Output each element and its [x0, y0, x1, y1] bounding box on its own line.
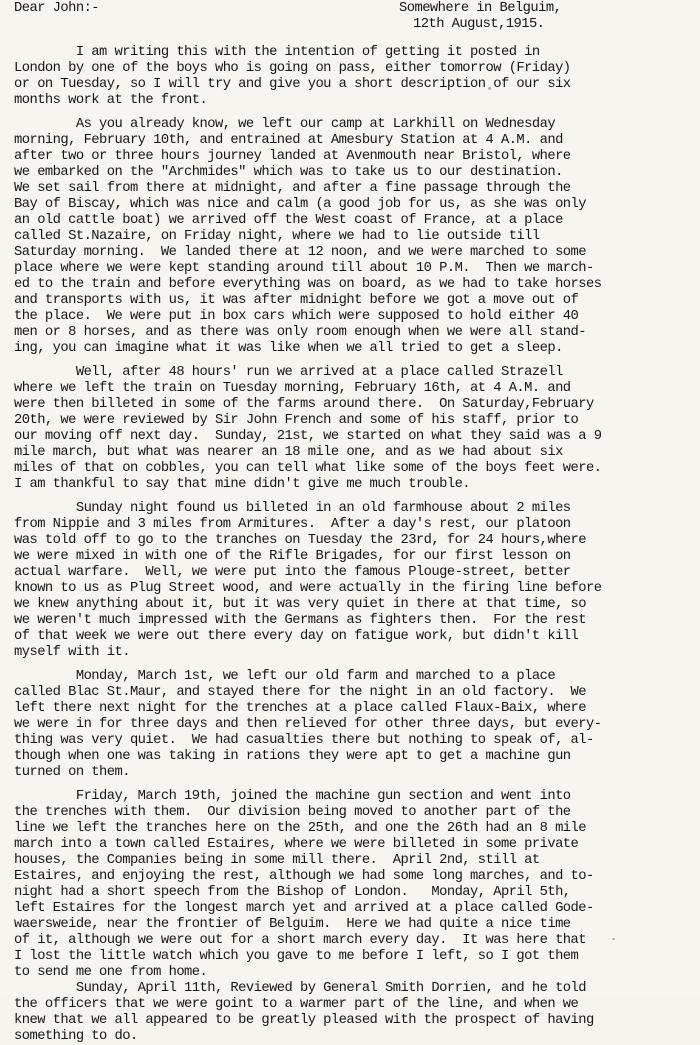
body-line: morning, February 10th, and entrained at Amesbury Station at 4 A.M. and [14, 133, 563, 148]
body-line: 20th, we were reviewed by Sir John French and some of his staff, prior to [14, 413, 579, 428]
body-line: Sunday, April 11th, Reviewed by General Smith Dorrien, and he told [14, 981, 586, 996]
body-line: I am thankful to say that mine didn't give me much trouble. [14, 477, 471, 492]
body-line: Estaires, and enjoying the rest, although we had some long marches, and to- [14, 869, 594, 884]
body-line: we knew anything about it, but it was very quiet in there at that time, so [14, 597, 586, 612]
body-line: we embarked on the "Archmides" which was to take us to our destination. [14, 165, 563, 180]
body-line: the trenches with them. Our division being moved to another part of the [14, 805, 571, 820]
body-line: the place. We were put in box cars which were supposed to hold either 40 [14, 309, 579, 324]
body-line: Saturday morning. We landed there at 12 noon, and we were marched to some [14, 245, 586, 260]
body-line: Monday, March 1st, we left our old farm and marched to a place [14, 669, 556, 684]
body-line: called Blac St.Maur, and stayed there for the night in an old factory. We [14, 685, 586, 700]
body-line: march into a town called Estaires, where we were billeted in some private [14, 837, 579, 852]
body-line: line we left the tranches here on the 25th, and one the 26th had an 8 mile [14, 821, 586, 836]
salutation: Dear John:- [14, 1, 100, 16]
body-line: place where we were kept standing around till about 10 P.M. Then we march- [14, 261, 594, 276]
body-line: I am writing this with the intention of getting it posted in [14, 45, 540, 60]
body-line: we were in for three days and then relieved for other three days, but every- [14, 717, 602, 732]
body-line: I lost the little watch which you gave to me before I left, so I got them [14, 949, 579, 964]
body-line: an old cattle boat) we arrived off the West coast of France, at a place [14, 213, 563, 228]
body-line: was told off to go to the tranches on Tuesday the 23rd, for 24 hours,where [14, 533, 586, 548]
body-line: turned on them. [14, 765, 130, 780]
body-line: men or 8 horses, and as there was only room enough when we were all stand- [14, 325, 586, 340]
body-line: London by one of the boys who is going on pass, either tomorrow (Friday) [14, 61, 571, 76]
body-line: something to do. [14, 1029, 138, 1044]
body-line: ing, you can imagine what it was like when we all tried to get a sleep. [14, 341, 563, 356]
body-line: houses, the Companies being in some mill there. April 2nd, still at [14, 853, 540, 868]
body-line: though when one was taking in rations they were apt to get a machine gun [14, 749, 571, 764]
body-line: and transports with us, it was after midnight before we got a move out of [14, 293, 579, 308]
body-line: we weren't much impressed with the Germans as fighters then. For the rest [14, 613, 586, 628]
body-line: we were mixed in with one of the Rifle Brigades, for our first lesson on [14, 549, 571, 564]
body-line: Bay of Biscay, which was nice and calm (a good job for us, as she was only [14, 197, 586, 212]
body-line: of that week we were out there every day on fatigue work, but didn't kill [14, 629, 579, 644]
body-line: Well, after 48 hours' run we arrived at a place called Strazell [14, 365, 563, 380]
body-line: known to us as Plug Street wood, and were actually in the firing line before [14, 581, 602, 596]
letter-date: 12th August,1915. [413, 17, 545, 32]
body-line: actual warfare. Well, we were put into the famous Plouge-street, better [14, 565, 571, 580]
body-line: months work at the front. [14, 93, 208, 108]
ink-speck [612, 938, 615, 940]
letter-place: Somewhere in Belguim, [399, 1, 562, 16]
body-line: waersweide, near the frontier of Belguim. Here we had quite a nice time [14, 917, 571, 932]
body-line: or on Tuesday, so I will try and give you a short description of our six [14, 77, 571, 92]
body-line: called St.Nazaire, on Friday night, where we had to lie outside till [14, 229, 540, 244]
body-line: Sunday night found us billeted in an old farmhouse about 2 miles [14, 501, 571, 516]
ink-speck [488, 87, 491, 90]
body-line: to send me one from home. [14, 965, 208, 980]
body-line: myself with it. [14, 645, 130, 660]
body-line: left Estaires for the longest march yet and arrived at a place called Gode- [14, 901, 594, 916]
body-line: left there next night for the trenches at a place called Flaux-Baix, where [14, 701, 586, 716]
body-line: We set sail from there at midnight, and after a fine passage through the [14, 181, 571, 196]
ink-speck [452, 345, 454, 347]
body-line: Friday, March 19th, joined the machine gun section and went into [14, 789, 571, 804]
body-line: night had a short speech from the Bishop of London. Monday, April 5th, [14, 885, 571, 900]
body-line: were then billeted in some of the farms around there. On Saturday,February [14, 397, 594, 412]
body-line: from Nippie and 3 miles from Armitures. After a day's rest, our platoon [14, 517, 571, 532]
body-line: ed to the train and before everything was on board, as we had to take horses [14, 277, 602, 292]
body-line: the officers that we were goint to a warmer part of the line, and when we [14, 997, 579, 1012]
body-line: mile march, but what was nearer an 18 mile one, and as we had about six [14, 445, 563, 460]
body-line: of it, although we were out for a short march every day. It was here that [14, 933, 586, 948]
body-line: where we left the train on Tuesday morning, February 16th, at 4 A.M. and [14, 381, 571, 396]
body-line: miles of that on cobbles, you can tell what like some of the boys feet were. [14, 461, 602, 476]
body-line: As you already know, we left our camp at Larkhill on Wednesday [14, 117, 556, 132]
body-line: thing was very quiet. We had casualties there but nothing to speak of, al- [14, 733, 594, 748]
body-line: knew that we all appeared to be greatly pleased with the prospect of having [14, 1013, 594, 1028]
body-line: after two or three hours journey landed at Avenmouth near Bristol, where [14, 149, 571, 164]
body-line: our moving off next day. Sunday, 21st, we started on what they said was a 9 [14, 429, 602, 444]
